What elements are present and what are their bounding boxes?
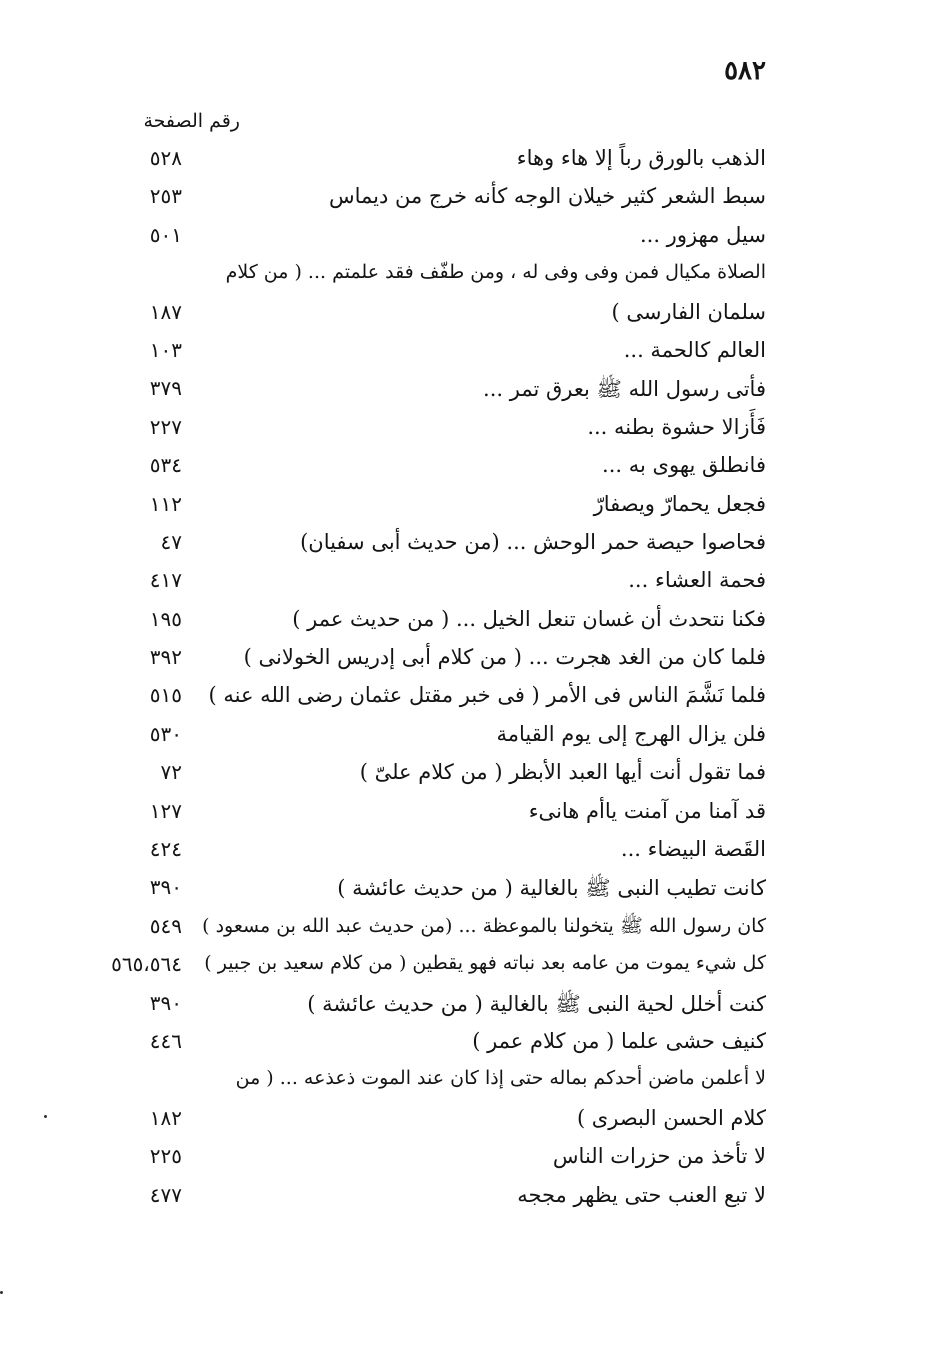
page-column-header: رقم الصفحة: [143, 110, 240, 132]
scan-speck: [0, 1291, 3, 1294]
index-row: [0, 642, 940, 680]
index-row: [0, 949, 940, 987]
entry-page-ref: ٣٩٢: [149, 645, 182, 670]
index-row: [0, 450, 940, 488]
entry-text: فكنا نتحدث أن غسان تنعل الخيل ... ( من حديث عمر ): [292, 606, 766, 631]
index-row: [0, 834, 940, 872]
entry-text: لا تبع العنب حتى يظهر مججه: [517, 1182, 766, 1207]
entry-text: كنت أخلل لحية النبى ﷺ بالغالية ( من حديث عائشة ): [307, 991, 766, 1016]
index-row: [0, 796, 940, 834]
entry-page-ref: ١٨٢: [149, 1105, 182, 1130]
entry-text: فانطلق يهوى به ...: [602, 453, 766, 478]
index-row: [0, 412, 940, 450]
entry-page-ref: ٥٠١: [149, 222, 182, 247]
index-row: [0, 1103, 940, 1141]
index-row: [0, 373, 940, 411]
entry-page-ref: ٣٧٩: [149, 376, 182, 401]
entry-page-ref: ٤٤٦: [149, 1028, 182, 1053]
entry-text: فلما نَشَّمَ الناس فى الأمر ( فى خبر مقتل عثمان رضى الله عنه ): [208, 683, 766, 708]
index-row: [0, 335, 940, 373]
index-row: [0, 988, 940, 1026]
entry-text: سيل مهزور ...: [639, 222, 766, 247]
index-list: [0, 143, 940, 1218]
entry-page-ref: ٤١٧: [149, 568, 182, 593]
index-row: [0, 911, 940, 949]
entry-page-ref: ٥٤٩: [149, 913, 182, 938]
entry-text: كان رسول الله ﷺ يتخولنا بالموعظة ... (من حديث عبد الله بن مسعود ): [202, 914, 766, 937]
entry-page-ref: ٥٣٠: [149, 721, 182, 746]
entry-page-ref: ٥٢٨: [149, 146, 182, 170]
entry-text: الصلاة مكيال فمن وفى وفى له ، ومن طفّف فقد علمتم ... ( من كلام: [225, 261, 766, 284]
entry-page-ref: ٢٢٥: [149, 1144, 182, 1169]
entry-page-ref: ٣٩٠: [149, 875, 182, 900]
index-row: [0, 220, 940, 258]
index-row: [0, 604, 940, 642]
entry-text: فجعل يحمارّ ويصفارّ: [593, 491, 766, 516]
index-row: [0, 181, 940, 219]
entry-page-ref: ٧٢: [160, 760, 182, 785]
index-row: [0, 757, 940, 795]
index-row: [0, 872, 940, 910]
entry-page-ref: ٢٢٧: [149, 414, 182, 439]
entry-text: كانت تطيب النبى ﷺ بالغالية ( من حديث عائشة ): [337, 876, 766, 901]
entry-text: فلن يزال الهرج إلى يوم القيامة: [496, 721, 766, 746]
entry-text: الذهب بالورق رباً إلا هاء وهاء: [516, 146, 766, 170]
entry-page-ref: ١٩٥: [149, 606, 182, 631]
index-row: [0, 258, 940, 296]
entry-text: قد آمنا من آمنت ياأم هانىء: [528, 798, 766, 823]
entry-page-ref: ٤٢٤: [149, 837, 182, 862]
index-row: [0, 1180, 940, 1218]
index-row: [0, 143, 940, 181]
entry-page-ref: ٥٦٥،٥٦٤: [111, 952, 182, 977]
entry-text: فما تقول أنت أيها العبد الأبظر ( من كلام علىّ ): [359, 760, 766, 785]
entry-text: سبط الشعر كثير خيلان الوجه كأنه خرج من ديماس: [328, 184, 766, 209]
entry-text: العالم كالحمة ...: [623, 337, 766, 362]
entry-text: فحمة العشاء ...: [628, 568, 766, 593]
entry-text: سلمان الفارسى ): [611, 299, 766, 324]
index-row: [0, 1026, 940, 1064]
entry-text: كل شيء يموت من عامه بعد نباته فهو يقطين ( من كلام سعيد بن جبير ): [204, 952, 766, 975]
entry-text: فأتى رسول الله ﷺ بعرق تمر ...: [483, 377, 766, 402]
entry-page-ref: ٥١٥: [149, 683, 182, 708]
entry-page-ref: ٥٣٤: [149, 453, 182, 478]
index-row: [0, 1141, 940, 1179]
entry-text: فَأَزالا حشوة بطنه ...: [587, 414, 766, 439]
entry-text: كلام الحسن البصرى ): [576, 1105, 766, 1130]
index-row: [0, 489, 940, 527]
index-row: [0, 680, 940, 718]
entry-page-ref: ٢٥٣: [149, 184, 182, 209]
index-row: [0, 1064, 940, 1102]
page-number: ٥٨٢: [724, 56, 766, 86]
entry-page-ref: ١٢٧: [149, 798, 182, 823]
entry-text: القَصة البيضاء ...: [620, 837, 766, 862]
index-row: [0, 719, 940, 757]
entry-text: كنيف حشى علما ( من كلام عمر ): [472, 1028, 766, 1053]
entry-text: لا أعلمن ماضن أحدكم بماله حتى إذا كان عند الموت ذعذعه ... ( من: [235, 1067, 766, 1090]
entry-text: فحاصوا حيصة حمر الوحش ... (من حديث أبى سفيان): [300, 529, 766, 554]
index-row: [0, 297, 940, 335]
entry-page-ref: ١١٢: [149, 491, 182, 516]
index-row: [0, 527, 940, 565]
index-row: [0, 565, 940, 603]
entry-text: لا تأخذ من حزرات الناس: [552, 1144, 766, 1169]
entry-text: فلما كان من الغد هجرت ... ( من كلام أبى إدريس الخولانى ): [243, 645, 766, 670]
scan-speck: [44, 1115, 47, 1118]
entry-page-ref: ٤٧: [160, 529, 182, 554]
entry-page-ref: ٤٧٧: [149, 1182, 182, 1207]
entry-page-ref: ٣٩٠: [149, 990, 182, 1015]
entry-page-ref: ١٨٧: [149, 299, 182, 324]
entry-page-ref: ١٠٣: [149, 337, 182, 362]
